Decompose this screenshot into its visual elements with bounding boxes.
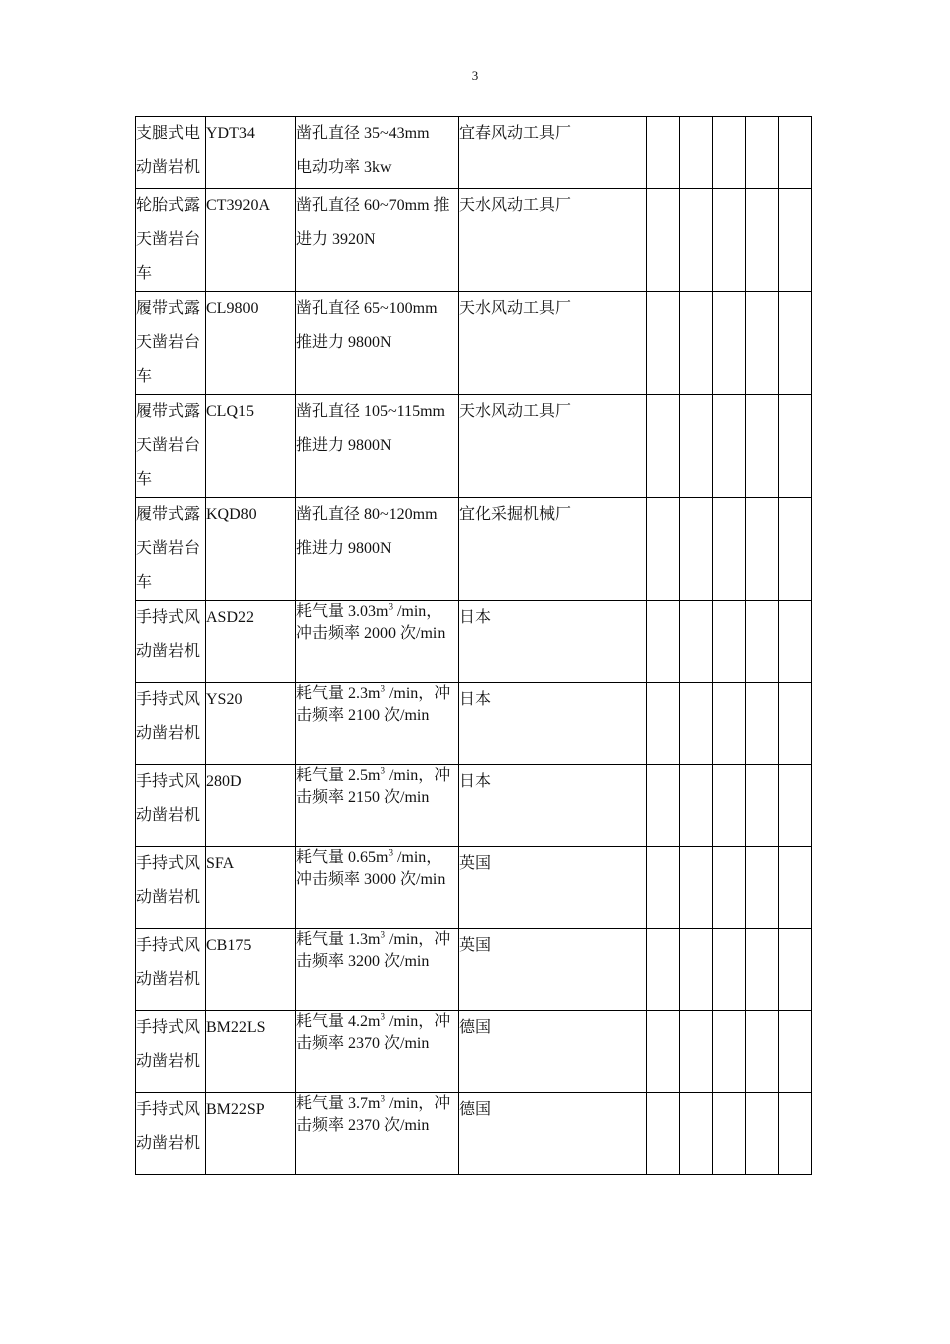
empty-cell — [746, 683, 779, 765]
params-cell: 凿孔直径 35~43mm 电动功率 3kw — [296, 117, 459, 189]
table-row — [136, 117, 812, 189]
empty-cell — [713, 601, 746, 683]
empty-cell — [647, 117, 680, 189]
empty-cell — [713, 189, 746, 292]
equipment-name-cell: 履带式露天凿岩台车 — [136, 395, 206, 498]
empty-cell — [746, 189, 779, 292]
model-cell: BM22LS — [206, 1011, 296, 1093]
empty-cell — [680, 683, 713, 765]
params-cell: 耗气量 $2.5m^3$ /min，冲 击频率 2150 次/min — [296, 765, 459, 847]
maker-cell: 天水风动工具厂 — [459, 189, 647, 292]
empty-cell — [647, 189, 680, 292]
model-cell: BM22SP — [206, 1093, 296, 1175]
empty-cell — [779, 1011, 812, 1093]
params-cell: 耗气量 $3.7m^3$ /min，冲 击频率 2370 次/min — [296, 1093, 459, 1175]
equipment-table — [135, 116, 812, 1175]
model-cell: CT3920A — [206, 189, 296, 292]
maker-cell: 宜春风动工具厂 — [459, 117, 647, 189]
equipment-name-cell: 履带式露天凿岩台车 — [136, 498, 206, 601]
empty-cell — [647, 292, 680, 395]
table-row — [136, 601, 812, 683]
empty-cell — [680, 395, 713, 498]
params-cell: 耗气量 $4.2m^3$ /min，冲 击频率 2370 次/min — [296, 1011, 459, 1093]
empty-cell — [680, 117, 713, 189]
empty-cell — [713, 765, 746, 847]
empty-cell — [647, 929, 680, 1011]
empty-cell — [713, 498, 746, 601]
empty-cell — [647, 498, 680, 601]
empty-cell — [746, 117, 779, 189]
empty-cell — [779, 601, 812, 683]
table-row — [136, 929, 812, 1011]
empty-cell — [680, 292, 713, 395]
maker-cell: 日本 — [459, 683, 647, 765]
table-row — [136, 1011, 812, 1093]
empty-cell — [647, 1011, 680, 1093]
empty-cell — [779, 1093, 812, 1175]
equipment-name-cell: 手持式风动凿岩机 — [136, 847, 206, 929]
empty-cell — [779, 117, 812, 189]
empty-cell — [647, 395, 680, 498]
empty-cell — [746, 498, 779, 601]
empty-cell — [779, 395, 812, 498]
params-cell: 耗气量 $1.3m^3$ /min，冲 击频率 3200 次/min — [296, 929, 459, 1011]
empty-cell — [680, 847, 713, 929]
empty-cell — [680, 1011, 713, 1093]
empty-cell — [647, 601, 680, 683]
model-cell: YDT34 — [206, 117, 296, 189]
table-row — [136, 683, 812, 765]
model-cell: 280D — [206, 765, 296, 847]
empty-cell — [680, 189, 713, 292]
model-cell: CB175 — [206, 929, 296, 1011]
maker-cell: 日本 — [459, 765, 647, 847]
empty-cell — [647, 683, 680, 765]
maker-cell: 宜化采掘机械厂 — [459, 498, 647, 601]
page-number: 3 — [471, 68, 479, 83]
empty-cell — [713, 292, 746, 395]
empty-cell — [746, 1093, 779, 1175]
maker-cell: 天水风动工具厂 — [459, 395, 647, 498]
params-cell: 凿孔直径 65~100mm 推进力 9800N — [296, 292, 459, 395]
table-row — [136, 292, 812, 395]
empty-cell — [779, 498, 812, 601]
empty-cell — [680, 929, 713, 1011]
empty-cell — [647, 765, 680, 847]
maker-cell: 英国 — [459, 847, 647, 929]
model-cell: CLQ15 — [206, 395, 296, 498]
params-cell: 凿孔直径 60~70mm 推 进力 3920N — [296, 189, 459, 292]
empty-cell — [746, 847, 779, 929]
empty-cell — [713, 929, 746, 1011]
empty-cell — [713, 1093, 746, 1175]
equipment-table-body — [136, 117, 812, 1175]
empty-cell — [680, 498, 713, 601]
model-cell: CL9800 — [206, 292, 296, 395]
params-cell: 凿孔直径 80~120mm 推进力 9800N — [296, 498, 459, 601]
table-row — [136, 189, 812, 292]
empty-cell — [713, 1011, 746, 1093]
params-cell: 耗气量 $2.3m^3$ /min，冲 击频率 2100 次/min — [296, 683, 459, 765]
empty-cell — [779, 292, 812, 395]
maker-cell: 德国 — [459, 1011, 647, 1093]
params-cell: 耗气量 $3.03m^3$ /min， 冲击频率 2000 次/min — [296, 601, 459, 683]
model-cell: KQD80 — [206, 498, 296, 601]
maker-cell: 德国 — [459, 1093, 647, 1175]
empty-cell — [779, 765, 812, 847]
empty-cell — [746, 292, 779, 395]
equipment-name-cell: 手持式风动凿岩机 — [136, 1011, 206, 1093]
empty-cell — [713, 683, 746, 765]
table-row — [136, 847, 812, 929]
equipment-name-cell: 手持式风动凿岩机 — [136, 1093, 206, 1175]
equipment-name-cell: 手持式风动凿岩机 — [136, 601, 206, 683]
params-cell: 凿孔直径 105~115mm 推进力 9800N — [296, 395, 459, 498]
empty-cell — [713, 117, 746, 189]
model-cell: ASD22 — [206, 601, 296, 683]
empty-cell — [779, 847, 812, 929]
empty-cell — [647, 1093, 680, 1175]
equipment-name-cell: 履带式露天凿岩台车 — [136, 292, 206, 395]
maker-cell: 天水风动工具厂 — [459, 292, 647, 395]
table-row — [136, 1093, 812, 1175]
table-row — [136, 395, 812, 498]
empty-cell — [647, 847, 680, 929]
empty-cell — [779, 189, 812, 292]
empty-cell — [746, 601, 779, 683]
empty-cell — [713, 847, 746, 929]
table-row — [136, 765, 812, 847]
empty-cell — [713, 395, 746, 498]
empty-cell — [746, 1011, 779, 1093]
params-cell: 耗气量 $0.65m^3$ /min， 冲击频率 3000 次/min — [296, 847, 459, 929]
model-cell: SFA — [206, 847, 296, 929]
equipment-name-cell: 手持式风动凿岩机 — [136, 765, 206, 847]
equipment-name-cell: 手持式风动凿岩机 — [136, 929, 206, 1011]
empty-cell — [746, 765, 779, 847]
empty-cell — [680, 765, 713, 847]
empty-cell — [779, 683, 812, 765]
equipment-name-cell: 手持式风动凿岩机 — [136, 683, 206, 765]
maker-cell: 英国 — [459, 929, 647, 1011]
equipment-name-cell: 支腿式电动凿岩机 — [136, 117, 206, 189]
maker-cell: 日本 — [459, 601, 647, 683]
empty-cell — [746, 395, 779, 498]
equipment-name-cell: 轮胎式露天凿岩台车 — [136, 189, 206, 292]
model-cell: YS20 — [206, 683, 296, 765]
empty-cell — [680, 1093, 713, 1175]
empty-cell — [680, 601, 713, 683]
empty-cell — [779, 929, 812, 1011]
empty-cell — [746, 929, 779, 1011]
table-row — [136, 498, 812, 601]
